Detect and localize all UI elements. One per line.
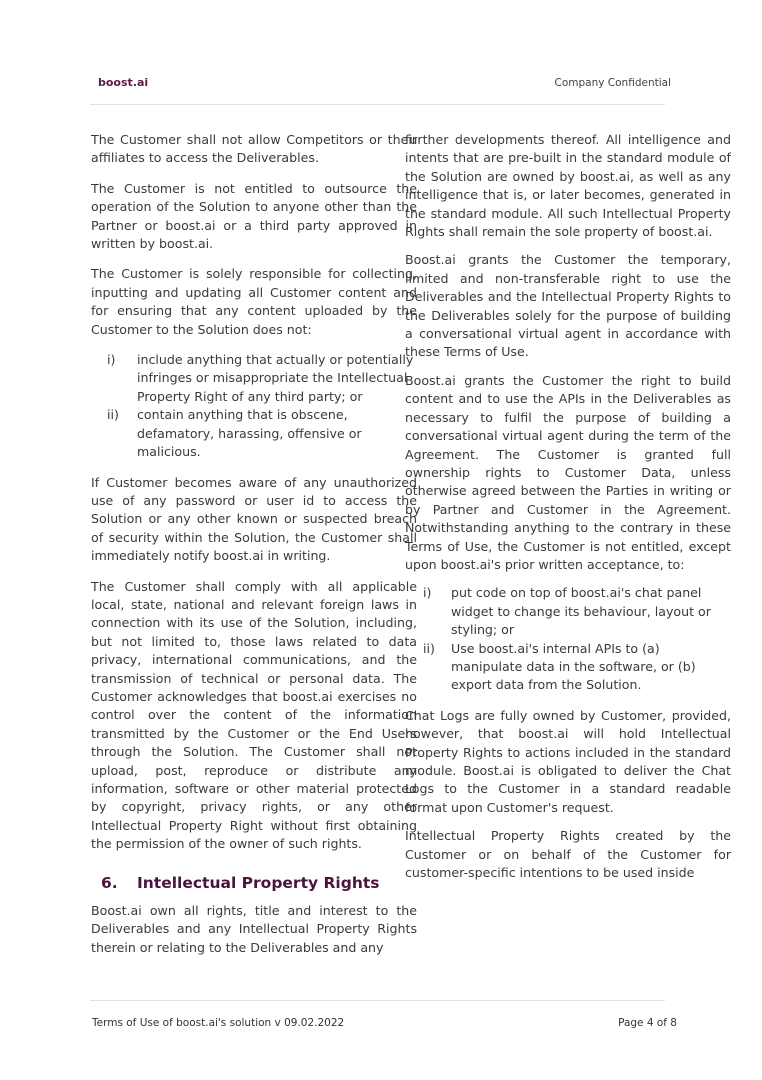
section-heading xyxy=(91,874,417,892)
header-logo: boost.ai xyxy=(98,76,149,89)
paragraph: The Customer shall not allow Competitors or their affiliates to access the Deliverables. xyxy=(91,132,417,166)
footer-page-number: Page 4 of 8 xyxy=(618,1017,677,1029)
paragraph: The Customer is solely responsible for collecting, inputting and updating all Customer content and for ensuring that any content uploaded by the Customer to the Solution does not: xyxy=(91,266,417,337)
list-item xyxy=(91,406,417,461)
content-restrictions-list xyxy=(91,351,417,461)
paragraph: further developments thereof. All intelligence and intents that are pre-built in the standard module of the Solution are owned by boost.ai, as well as any intelligence that is, or later becomes, generated in the standard module. All such Intellectual Property Rights shall remain the sole property of boost.ai. xyxy=(405,132,731,240)
paragraph: Chat Logs are fully owned by Customer, provided, however, that boost.ai will hold Intellectual Property Rights to actions included in the standard module. Boost.ai is obligated to deliver the Chat Logs to the Customer in a standard readable format upon Customer's request. xyxy=(405,707,731,815)
list-item xyxy=(91,351,417,406)
list-item xyxy=(405,584,731,639)
section-title: Intellectual Property Rights xyxy=(137,873,380,892)
paragraph: Intellectual Property Rights created by the Customer or on behalf of the Customer for customer-specific intentions to be used inside xyxy=(405,828,731,881)
list-number: ii) xyxy=(423,640,435,656)
list-text: contain anything that is obscene, defamatory, harassing, offensive or malicious. xyxy=(137,407,362,460)
header-confidential: Company Confidential xyxy=(554,77,671,89)
footer-document-title: Terms of Use of boost.ai's solution v 09.02.2022 xyxy=(92,1017,345,1029)
paragraph: Boost.ai grants the Customer the right to build content and to use the APIs in the Deliverables as necessary to fulfil the purpose of building a conversational virtual agent during the term of the Agreement. The Customer is granted full ownership rights to Customer Data, unless otherwise agreed between the Parties in writing or by Partner and Customer in the Agreement. Notwithstanding anything to the contrary in these Terms of Use, the Customer is not entitled, except upon boost.ai's prior written acceptance, to: xyxy=(405,372,731,572)
list-number: i) xyxy=(107,352,116,368)
list-text: put code on top of boost.ai's chat panel widget to change its behaviour, layout or styling; or xyxy=(451,585,711,638)
paragraph: If Customer becomes aware of any unauthorized use of any password or user id to access the Solution or any other known or suspected breach of security within the Solution, the Customer shall immediately notify boost.ai in writing. xyxy=(91,474,417,564)
footer-divider xyxy=(90,1000,665,1001)
list-number: ii) xyxy=(107,407,119,423)
list-item xyxy=(405,640,731,695)
list-number: i) xyxy=(423,585,432,601)
paragraph: The Customer shall comply with all applicable local, state, national and relevant foreign laws in connection with its use of the Solution, including, but not limited to, those laws related to data privacy, international communications, and the transmission of technical or personal data. The Customer acknowledges that boost.ai exercises no control over the content of the information transmitted by the Customer or the End Users through the Solution. The Customer shall not upload, post, reproduce or distribute any information, software or other material protected by copyright, privacy rights, or any other Intellectual Property Right without first obtaining the permission of the owner of such rights. xyxy=(91,578,417,852)
paragraph: The Customer is not entitled to outsource the operation of the Solution to anyone other than the Partner or boost.ai or a third party approved in written by boost.ai. xyxy=(91,180,417,252)
paragraph: Boost.ai grants the Customer the temporary, limited and non-transferable right to use the Deliverables and the Intellectual Property Rights to the Deliverables solely for the purpose of building a conversational virtual agent in accordance with these Terms of Use. xyxy=(405,252,731,360)
left-column xyxy=(91,131,417,969)
section-number: 6. xyxy=(101,873,118,892)
list-text: include anything that actually or potentially infringes or misappropriate the Intellectual Property Right of any third party; or xyxy=(137,352,414,404)
header-divider xyxy=(90,104,665,105)
right-column xyxy=(405,131,731,892)
list-text: Use boost.ai's internal APIs to (a) manipulate data in the software, or (b) export data from the Solution. xyxy=(451,640,696,693)
api-restrictions-list xyxy=(405,584,731,694)
paragraph: Boost.ai own all rights, title and interest to the Deliverables and any Intellectual Property Rights therein or relating to the Deliverables and any xyxy=(91,903,417,955)
